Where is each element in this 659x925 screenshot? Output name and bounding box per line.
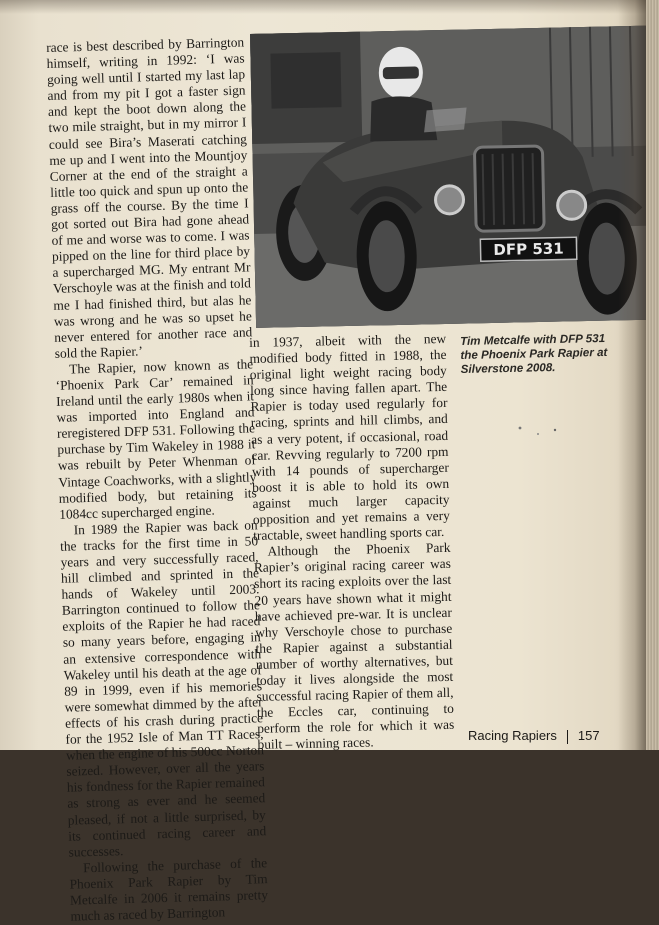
paragraph-metcalfe-purchase: Following the purchase of the Phoenix Park Rapier by Tim Metcalfe in 2006 it remains pretty much as raced by Barrington — [69, 854, 269, 924]
paper-specks — [510, 420, 570, 450]
paragraph-barrington-quote: race is best described by Barrington himself, writing in 1992: ‘I was going well until I started my last lap and from my pit I got a faster sign and kept the boot down along the two mile straight, but in my mirror I could see Bira’s Maserati catching me up and I went into the Mountjoy Corner at the end of the straight a little too quick and spun up onto the grass off the course. By the time I got sorted out Bira had gone ahead of me and worse was to come. I was pipped on the line for third place by a supercharged MG. My entrant Mr Verschoyle was at the finish and told me I had finished third, but alas he was wrong and he was so upset he never entered for another race and sold the Rapier.’ — [46, 34, 253, 361]
paragraph-phoenix-park-car: The Rapier, now known as the ‘Phoenix Park Car’ remained in Ireland until the early 1980s when it was imported into England and reregistered DFP 531. Following the purchase by Tim Wakeley in 1988 it was rebuilt by Peter Whenman of Vintage Coachworks, with a slightly modified body, but retaining its 1084cc supercharged engine. — [55, 356, 257, 522]
photo-caption: Tim Metcalfe with DFP 531 the Phoenix Park Rapier at Silverstone 2008. — [460, 331, 608, 376]
racing-car-photo — [250, 26, 652, 328]
paragraph-racing-career: Although the Phoenix Park Rapier’s original racing career was short its racing exploits over the last 20 years have shown what it might have achieved pre-war. It is unclear why Verschoyle chose to purchase the Rapier against a substantial number of worthy alternatives, but today it lives alongside the most successful racing Rapier of them all, the Eccles car, continuing to perform the role for which it was built – winning races. — [253, 540, 455, 753]
paragraph-today-use: in 1937, albeit with the new modified body fitted in 1988, the original light weight racing body long since having fallen apart. The Rapier is today used regularly for racing, sprints and hill climbs, and as a very potent, if occasional, road car. Revving regularly to 7200 rpm with 14 pounds of supercharger boost it is able to hold its own against much larger capacity opposition and yet remains a very tractable, sweet handling sports car. — [249, 330, 450, 544]
car-illustration — [250, 26, 652, 328]
running-title: Racing Rapiers — [468, 728, 557, 743]
left-text-column — [46, 34, 269, 924]
right-text-column — [249, 331, 455, 753]
number-plate: DFP 531 — [493, 239, 564, 259]
page-curl-shadow — [618, 0, 646, 750]
footer-separator — [567, 730, 568, 744]
page-stack-edge — [646, 0, 659, 750]
paragraph-1989-return: In 1989 the Rapier was back on the tracks for the first time in 50 years and very successfully raced, hill climbed and sprinted in the hands of Wakeley until 2003. Barrington continued to follow the exploits of the Rapier he had raced so many years before, engaging in an extensive correspondence with Wakeley until his death at the age of 89 in 1999, even if his memories were somewhat dimmed by the after effects of his crash during practice for the 1952 Isle of Man TT Races, when the engine of his 500cc Norton seized. However, over all the years his fondness for the Rapier remained as strong as ever and he seemed pleased, if not a little surprised, by its continued racing career and successes. — [59, 517, 267, 860]
page-footer — [468, 728, 628, 744]
page-top-shadow — [0, 0, 646, 14]
page-number: 157 — [577, 728, 600, 743]
